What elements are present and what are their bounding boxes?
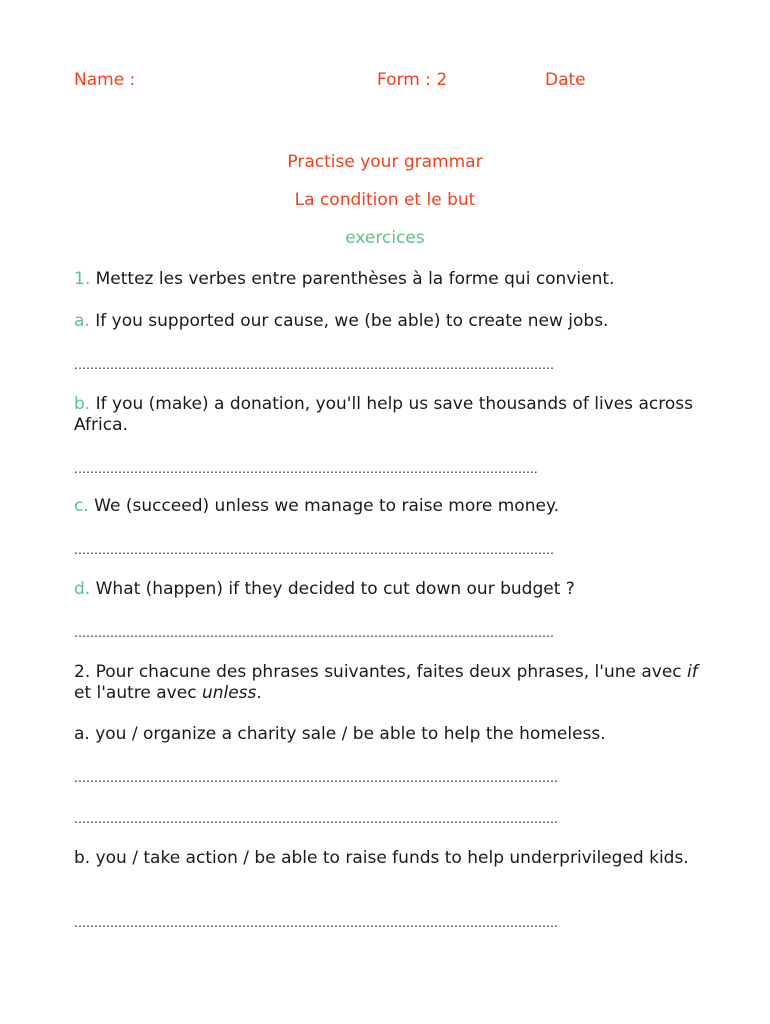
answer-line[interactable]: ………………………………………………………………………………………………………… xyxy=(74,626,554,640)
exercise-1-item-b xyxy=(74,394,704,436)
item-text: If you (make) a donation, you'll help us save thousands of lives across Africa. xyxy=(74,394,693,435)
exercise-2-instruction xyxy=(74,662,704,704)
item-letter: d. xyxy=(74,579,91,599)
instruction-text: et l'autre avec xyxy=(74,683,202,703)
title-condition: La condition et le but xyxy=(294,190,476,210)
instruction-text: . xyxy=(256,683,262,703)
title-exercices: exercices xyxy=(345,228,425,248)
answer-line[interactable]: ………………………………………………………………………………………………………… xyxy=(74,543,554,557)
exercise-1-text: Mettez les verbes entre parenthèses à la forme qui convient. xyxy=(95,269,615,289)
exercise-2-item-a: a. you / organize a charity sale / be able to help the homeless. xyxy=(74,724,606,744)
answer-line[interactable]: …………………………………………………………………………………………………………. xyxy=(74,771,558,785)
instruction-text: 2. Pour chacune des phrases suivantes, faites deux phrases, l'une avec xyxy=(74,662,688,682)
item-letter: c. xyxy=(74,496,89,516)
answer-line[interactable]: …………………………………………………………………………………………………….. xyxy=(74,462,538,476)
exercise-1-item-c xyxy=(74,496,704,517)
exercise-1-item-d xyxy=(74,579,704,600)
exercise-2-item-b: b. you / take action / be able to raise funds to help underprivileged kids. xyxy=(74,848,689,868)
item-text: What (happen) if they decided to cut down our budget ? xyxy=(95,579,575,599)
exercise-1-item-a xyxy=(74,311,704,332)
answer-line[interactable]: ………………………………………………………………………………………………………… xyxy=(74,358,554,372)
answer-line[interactable]: …………………………………………………………………………………………………………. xyxy=(74,812,558,826)
item-letter: b. xyxy=(74,394,91,414)
instruction-if: if xyxy=(687,662,698,682)
exercise-1-instruction xyxy=(74,269,704,290)
item-text: We (succeed) unless we manage to raise more money. xyxy=(94,496,559,516)
date-label: Date xyxy=(545,70,586,90)
title-practise: Practise your grammar xyxy=(287,152,483,172)
item-text: If you supported our cause, we (be able) to create new jobs. xyxy=(95,311,609,331)
answer-line[interactable]: …………………………………………………………………………………………………………. xyxy=(74,916,558,930)
instruction-unless: unless xyxy=(201,683,257,703)
exercise-1-number: 1. xyxy=(74,269,91,289)
item-letter: a. xyxy=(74,311,90,331)
form-label: Form : 2 xyxy=(377,70,448,90)
name-label: Name : xyxy=(74,70,136,90)
